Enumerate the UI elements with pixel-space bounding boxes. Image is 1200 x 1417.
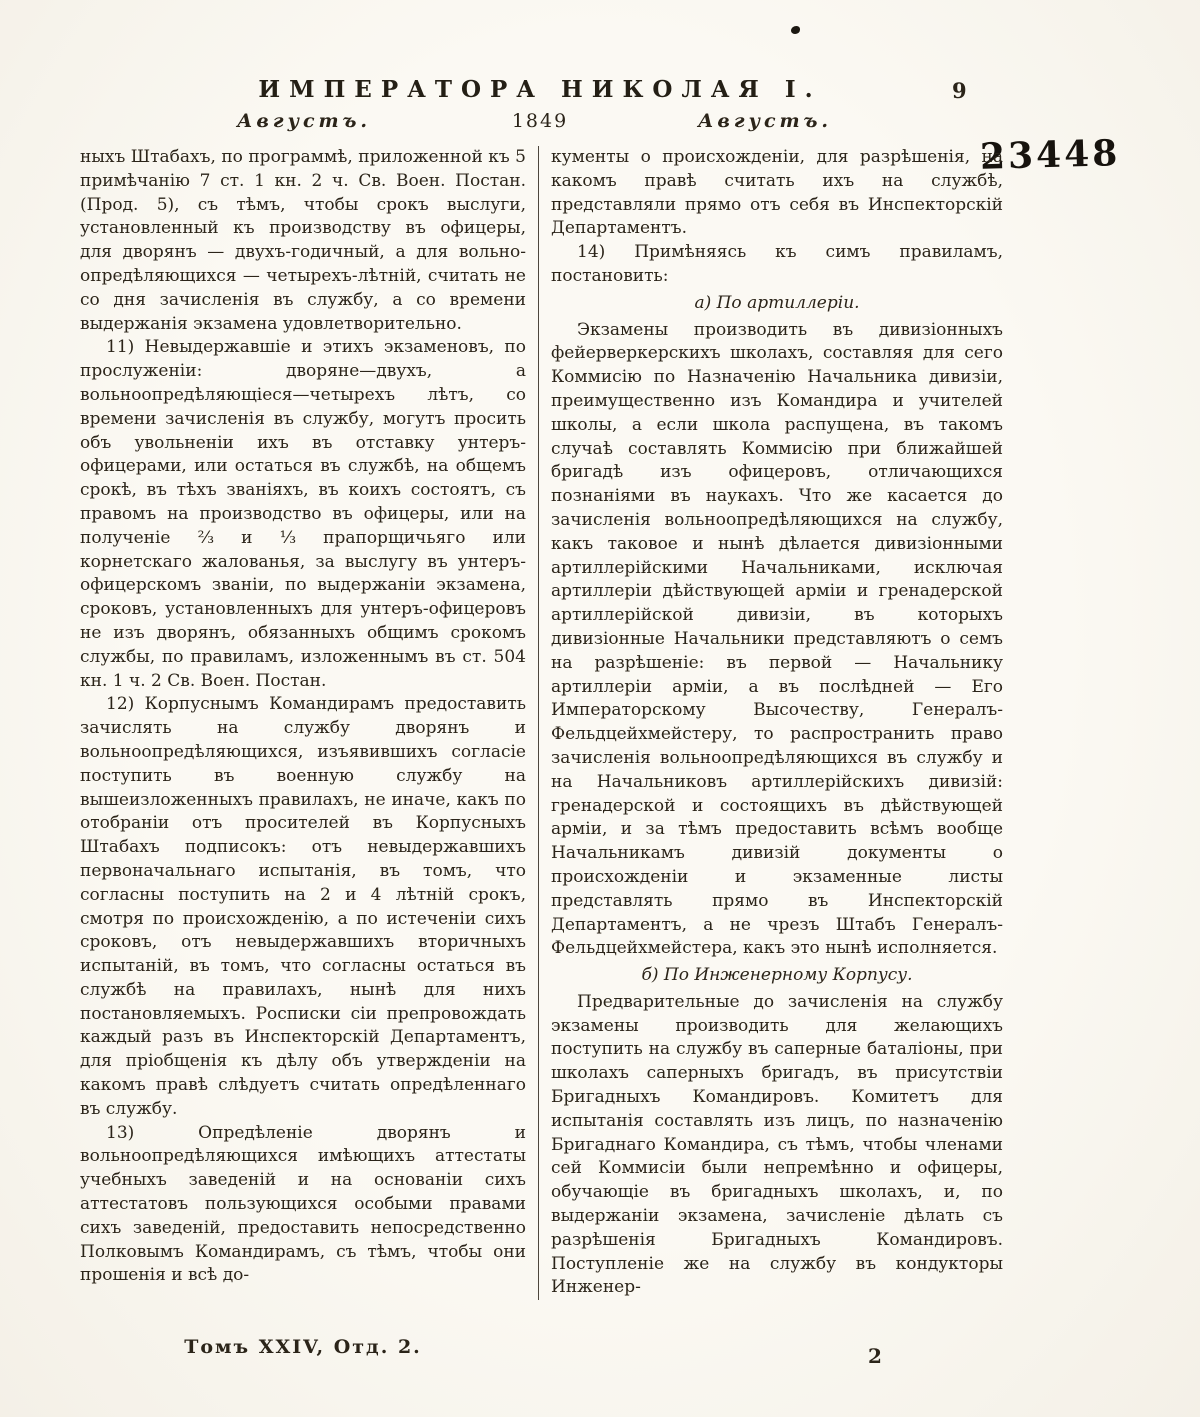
paragraph: ныхъ Штабахъ, по программѣ, приложенной къ 5 примѣчанію 7 ст. 1 кн. 2 ч. Св. Воен. Постан. (Прод. 5), съ тѣмъ, чтобы срокъ выслуги, установленный къ производству въ офицеры, для дворянъ — двухъ-годичный, а для вольно-опредѣляющихся — четырехъ-лѣтній, считать не со дня зачисленія въ службу, а со времени выдержанія экзамена удовлетворительно. xyxy=(80,147,526,334)
text-block xyxy=(80,146,1003,1300)
page-title: ИМПЕРАТОРА НИКОЛАЯ I. xyxy=(258,76,822,103)
ink-speck xyxy=(791,26,800,34)
section-heading-artillery: а) По артиллеріи. xyxy=(694,292,860,313)
month-label-left: Августъ. xyxy=(236,110,372,132)
handwritten-archive-number: 23448 xyxy=(979,132,1121,178)
paragraph: Предварительные до зачисленія на службу экзамены производить для желающихъ поступить на службу въ саперные баталіоны, при школахъ саперныхъ бригадъ, въ присутствіи Бригадныхъ Командировъ. Комитетъ для испытанія составлять изъ лицъ, по назначенію Бригаднаго Командира, съ тѣмъ, чтобы членами сей Коммисіи были непремѣнно и офицеры, обучающіе въ бригадныхъ школахъ, и, по выдержаніи экзамена, зачисленіе дѣлать съ разрѣшенія Бригадныхъ Командировъ. Поступленіе же на службу въ кондукторы Инженер- xyxy=(551,991,1003,1298)
paragraph: Экзамены производить въ дивизіонныхъ фейерверкерскихъ школахъ, составляя для сего Коммисію по Назначенію Начальника дивизіи, преимущественно изъ Командира и учителей школы, а если школа распущена, въ такомъ случаѣ составлять Коммисію при ближайшей бригадѣ изъ офицеровъ, отличающихся познаніями въ наукахъ. Что же касается до зачисленія вольноопредѣляющихся на службу, какъ таковое и нынѣ дѣлается дивизіонными артиллерійскими Начальниками, исключая артиллеріи дѣйствующей арміи и гренадерской артиллерійской дивизіи, въ которыхъ дивизіонные Начальники представляютъ о семъ на разрѣшеніе: въ первой — Начальнику артиллеріи арміи, а въ послѣдней — Его Императорскому Высочеству, Генералъ-Фельдцейхмейстеру, то распространить право зачисленія вольноопредѣляющихся въ службу и на Начальниковъ артиллерійскихъ дивизій: гренадерской и состоящихъ въ дѣйствующей арміи, и за тѣмъ предоставить всѣмъ вообще Начальникамъ дивизій документы о происхожденіи и экзаменные листы представлять прямо въ Инспекторскій Департаментъ, а не чрезъ Штабъ Генералъ-Фельдцейхмейстера, какъ это нынѣ исполняется. xyxy=(551,319,1003,959)
month-label-right: Августъ. xyxy=(697,110,833,132)
page-number: 9 xyxy=(952,78,967,103)
footer-sheet-number: 2 xyxy=(868,1344,882,1368)
year-label: 1849 xyxy=(511,110,569,132)
paragraph: 13) Опредѣленіе дворянъ и вольноопредѣляющихся имѣющихъ аттестаты учебныхъ заведеній и на основаніи сихъ аттестатовъ пользующихся особыми правами сихъ заведеній, предоставить непосредственно Полковымъ Командирамъ, съ тѣмъ, чтобы они прошенія и всѣ до- xyxy=(80,1122,526,1286)
section-heading-engineer-corps: б) По Инженерному Корпусу. xyxy=(641,965,913,986)
footer-volume-label: Томъ XXIV, Отд. 2. xyxy=(184,1336,422,1358)
right-column xyxy=(539,146,1003,1300)
paragraph: 12) Корпуснымъ Командирамъ предоставить зачислять на службу дворянъ и вольноопредѣляющихся, изъявившихъ согласіе поступить въ военную службу на вышеизложенныхъ правилахъ, не иначе, какъ по отобраніи отъ просителей въ Корпусныхъ Штабахъ подписокъ: отъ невыдержавшихъ первоначальнаго испытанія, въ томъ, что согласны поступить на 2 и 4 лѣтній срокъ, смотря по происхожденію, а по истеченіи сихъ сроковъ, отъ невыдержавшихъ вторичныхъ испытаній, въ томъ, что согласны остаться въ службѣ на правилахъ, нынѣ для нихъ постановляемыхъ. Росписки сіи препровождать каждый разъ въ Инспекторскій Департаментъ, для пріобщенія къ дѣлу объ утвержденіи на какомъ правѣ слѣдуетъ считать опредѣленнаго въ службу. xyxy=(80,694,526,1119)
paragraph: 11) Невыдержавшіе и этихъ экзаменовъ, по прослуженіи: дворяне—двухъ, а вольноопредѣляющіеся—четырехъ лѣтъ, со времени зачисленія въ службу, могутъ просить объ увольненіи ихъ въ отставку унтеръ-офицерами, или остаться въ службѣ, на общемъ срокѣ, въ тѣхъ званіяхъ, въ коихъ состоятъ, съ правомъ на производство въ офицеры, или на полученіе ⅔ и ⅓ прапорщичьяго или корнетскаго жалованья, за выслугу въ унтеръ-офицерскомъ званіи, по выдержаніи экзамена, сроковъ, установленныхъ для унтеръ-офицеровъ не изъ дворянъ, обязанныхъ общимъ срокомъ службы, по правиламъ, изложеннымъ въ ст. 504 кн. 1 ч. 2 Св. Воен. Постан. xyxy=(80,337,526,691)
paragraph: кументы о происхожденіи, для разрѣшенія, на какомъ правѣ считать ихъ на службѣ, представляли прямо отъ себя въ Инспекторскій Департаментъ. xyxy=(551,147,1003,239)
paragraph: 14) Примѣняясь къ симъ правиламъ, постановить: xyxy=(551,242,1003,286)
left-column xyxy=(80,146,538,1300)
